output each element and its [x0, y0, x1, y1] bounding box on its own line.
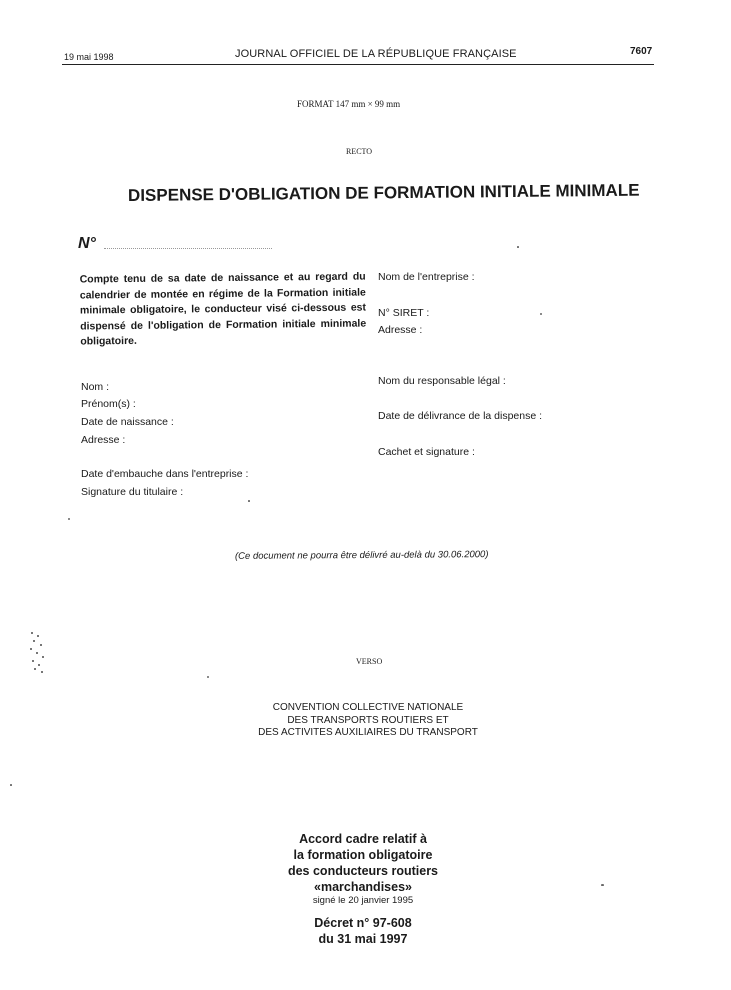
- scan-speck: [601, 884, 604, 886]
- scan-speck: [517, 246, 519, 248]
- accord-signed-date: signé le 20 janvier 1995: [312, 895, 414, 906]
- accord-line-1: Accord cadre relatif à: [299, 832, 427, 846]
- field-signature-titulaire: Signature du titulaire :: [81, 486, 184, 498]
- convention-line-1: CONVENTION COLLECTIVE NATIONALE: [272, 702, 464, 713]
- number-label: N°: [78, 235, 96, 252]
- field-siret: N° SIRET :: [378, 307, 430, 319]
- recto-label: RECTO: [346, 147, 373, 156]
- scan-speck: [68, 518, 70, 520]
- field-date-embauche: Date d'embauche dans l'entreprise :: [81, 468, 249, 480]
- verso-label: VERSO: [356, 657, 383, 666]
- page-number: 7607: [630, 46, 653, 57]
- format-label: FORMAT 147 mm × 99 mm: [297, 99, 401, 109]
- scan-speck: [207, 676, 209, 678]
- validity-footnote: (Ce document ne pourra être délivré au-delà du 30.06.2000): [234, 549, 489, 562]
- field-cachet-signature: Cachet et signature :: [378, 446, 475, 458]
- field-adresse-entreprise: Adresse :: [378, 324, 423, 336]
- header-rule: [62, 64, 654, 65]
- decret-line-2: du 31 mai 1997: [318, 932, 408, 946]
- scan-speck: [540, 313, 542, 315]
- accord-line-3: des conducteurs routiers: [287, 864, 439, 878]
- decret-block: [270, 915, 456, 947]
- scan-speck: [248, 500, 250, 502]
- header-date: 19 mai 1998: [64, 52, 114, 62]
- convention-line-3: DES ACTIVITES AUXILIAIRES DU TRANSPORT: [258, 727, 478, 738]
- field-adresse: Adresse :: [81, 434, 126, 446]
- field-date-naissance: Date de naissance :: [81, 416, 174, 428]
- convention-block: [250, 702, 486, 740]
- accord-line-4: «marchandises»: [314, 880, 412, 894]
- field-nom-entreprise: Nom de l'entreprise :: [378, 271, 475, 283]
- convention-line-2: DES TRANSPORTS ROUTIERS ET: [287, 714, 449, 726]
- scan-noise-cluster: [28, 630, 46, 675]
- accord-block: [270, 831, 456, 907]
- document-title: DISPENSE D'OBLIGATION DE FORMATION INITIALE MINIMALE: [127, 180, 640, 205]
- journal-title: JOURNAL OFFICIEL DE LA RÉPUBLIQUE FRANÇAISE: [235, 48, 517, 60]
- field-responsable-legal: Nom du responsable légal :: [378, 375, 506, 387]
- dispense-paragraph: Compte tenu de sa date de naissance et au regard du calendrier de montée en régime de la Formation initiale minimale obligatoire, le conducteur visé ci-dessous est dispensé de l'obligation de Formation initiale minimale obligatoire.: [79, 270, 367, 348]
- field-prenom: Prénom(s) :: [81, 398, 136, 410]
- scan-speck: [10, 784, 12, 786]
- field-date-delivrance: Date de délivrance de la dispense :: [378, 410, 543, 422]
- field-nom: Nom :: [81, 381, 110, 393]
- number-dotted-line: [104, 247, 272, 249]
- decret-line-1: Décret n° 97-608: [314, 916, 412, 930]
- accord-line-2: la formation obligatoire: [293, 848, 433, 862]
